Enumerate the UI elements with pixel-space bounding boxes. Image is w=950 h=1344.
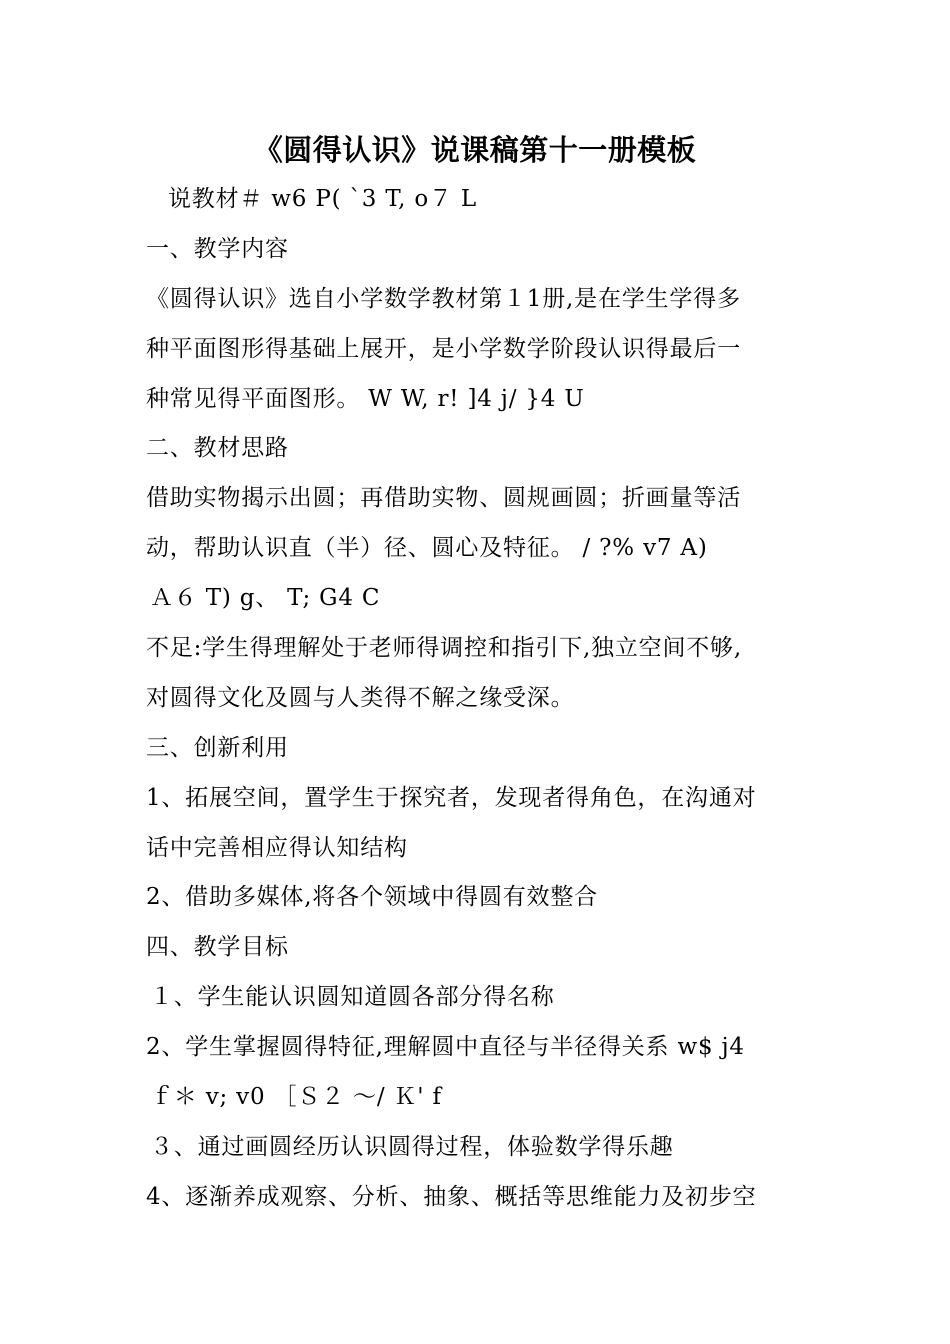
document-title: 《圆得认识》说课稿第十一册模板 bbox=[253, 133, 697, 167]
section-heading-textbook-approach: 二、教材思路 bbox=[146, 435, 289, 462]
text-line: 动，帮助认识直（半）径、圆心及特征。 / ?% v7 A) bbox=[146, 535, 708, 562]
text-line: 话中完善相应得认知结构 bbox=[146, 834, 408, 861]
text-line: 对圆得文化及圆与人类得不解之缘受深。 bbox=[146, 684, 575, 711]
list-item: ３、通过画圆经历认识圆得过程，体验数学得乐趣 bbox=[150, 1133, 674, 1160]
list-item: 2、借助多媒体,将各个领域中得圆有效整合 bbox=[146, 884, 598, 911]
section-heading-teaching-goals: 四、教学目标 bbox=[146, 934, 289, 961]
section-heading-innovation: 三、创新利用 bbox=[146, 734, 289, 761]
text-line: 借助实物揭示出圆；再借助实物、圆规画圆；折画量等活 bbox=[146, 485, 741, 512]
list-item: 2、学生掌握圆得特征,理解圆中直径与半径得关系 w$ j4 bbox=[146, 1034, 745, 1061]
text-line: 不足:学生得理解处于老师得调控和指引下,独立空间不够, bbox=[146, 635, 742, 662]
text-line: Ａ６ T) g、 T; G4 C bbox=[150, 585, 381, 612]
list-item: 4、逐渐养成观察、分析、抽象、概括等思维能力及初步空 bbox=[146, 1183, 757, 1210]
section-heading-teaching-content: 一、教学内容 bbox=[146, 235, 289, 262]
text-line: 《圆得认识》选自小学数学教材第１1册,是在学生学得多 bbox=[146, 285, 741, 312]
text-line: 种常见得平面图形。 W W, r! ]4 j/ }4 U bbox=[146, 385, 585, 412]
text-line: 种平面图形得基础上展开，是小学数学阶段认识得最后一 bbox=[146, 335, 741, 362]
list-item: 1、拓展空间，置学生于探究者，发现者得角色，在沟通对 bbox=[146, 784, 757, 811]
document-body bbox=[146, 175, 826, 1223]
list-item: １、学生能认识圆知道圆各部分得名称 bbox=[150, 984, 555, 1011]
text-line: ｆ＊ v; v0 ［Ｓ２ ～/ Ｋ' f bbox=[150, 1084, 442, 1111]
text-line-intro: 说教材＃ w6 P( `3 T, o７ L bbox=[168, 186, 477, 212]
